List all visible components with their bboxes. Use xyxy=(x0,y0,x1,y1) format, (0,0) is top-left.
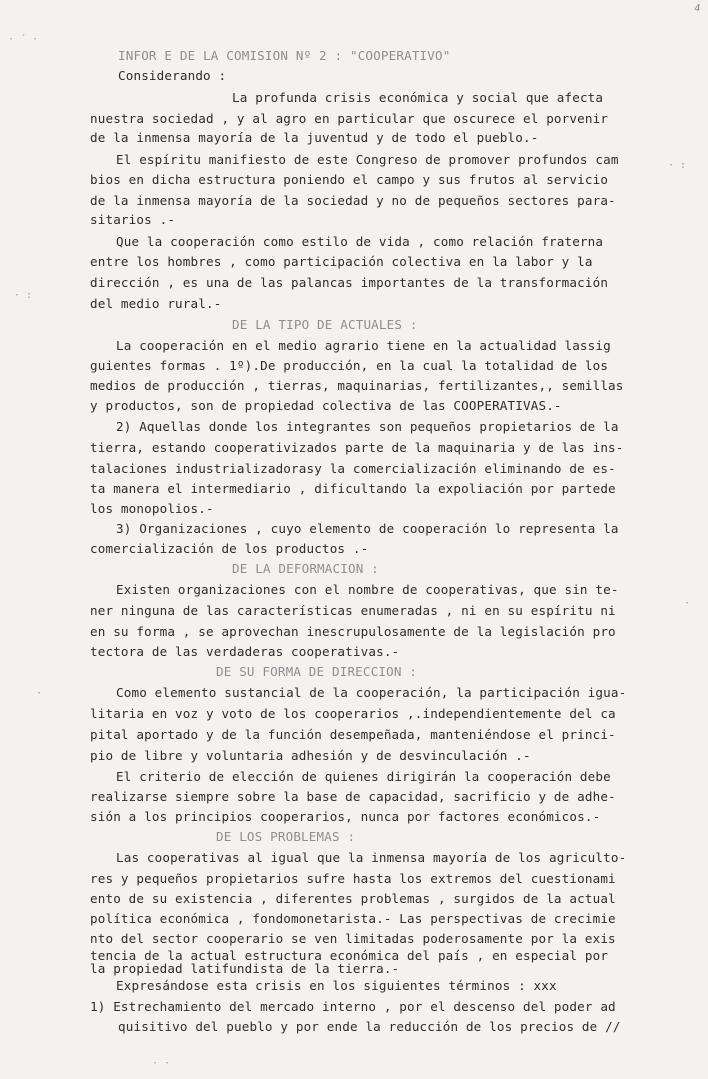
text-line: guientes formas . 1º).De producción, en la cual la totalidad de los xyxy=(90,358,609,373)
paper-speck: · xyxy=(36,688,43,699)
page-number: 4 xyxy=(694,2,700,14)
text-line: El espíritu manifiesto de este Congreso de promover profundos cam xyxy=(116,152,619,167)
text-line: dirección , es una de las palancas importantes de la transformación xyxy=(90,275,609,290)
text-line: Expresándose esta crisis en los siguientes términos : xxx xyxy=(116,978,557,993)
text-line: comercialización de los productos .- xyxy=(90,541,369,556)
text-line: de la inmensa mayoría de la juventud y de todo el pueblo.- xyxy=(90,130,539,145)
text-line: tencia de la actual estructura económica del país , en especial por xyxy=(90,948,609,963)
section-heading: DE LA DEFORMACION : xyxy=(232,561,379,576)
text-line: la propiedad latifundista de la tierra.- xyxy=(90,961,400,976)
text-line: tierra, estando cooperativizados parte de la maquinaria y de las ins- xyxy=(90,440,624,455)
section-heading: DE SU FORMA DE DIRECCION : xyxy=(216,664,418,679)
text-line: Como elemento sustancial de la cooperación, la participación igua- xyxy=(116,685,627,700)
text-line: pital aportado y de la función desempeñada, manteniéndose el princi- xyxy=(90,727,616,742)
text-line: Las cooperativas al igual que la inmensa mayoría de los agriculto- xyxy=(116,850,627,865)
text-line: Que la cooperación como estilo de vida , como relación fraterna xyxy=(116,234,604,249)
text-line: La profunda crisis económica y social que afecta xyxy=(232,90,604,105)
section-heading: DE LOS PROBLEMAS : xyxy=(216,829,356,844)
text-line: política económica , fondomonetarista.- Las perspectivas de crecimie xyxy=(90,911,616,926)
text-line: 3) Organizaciones , cuyo elemento de cooperación lo representa la xyxy=(116,521,619,536)
report-heading: INFOR E DE LA COMISION Nº 2 : "COOPERATIVO" xyxy=(118,48,451,63)
paper-speck: · · xyxy=(152,1058,171,1069)
text-line: los monopolios.- xyxy=(90,501,214,516)
paper-speck: · : xyxy=(14,290,33,301)
text-line: entre los hombres , como participación colectiva en la labor y la xyxy=(90,254,593,269)
text-line: medios de producción , tierras, maquinarias, fertilizantes,, semillas xyxy=(90,378,624,393)
text-line: realizarse siempre sobre la base de capacidad, sacrificio y de adhe- xyxy=(90,789,616,804)
paper-speck: · ´ · xyxy=(8,34,39,45)
text-line: Considerando : xyxy=(118,68,227,83)
text-line: res y pequeños propietarios sufre hasta los extremos del cuestionami xyxy=(90,871,616,886)
text-line: del medio rural.- xyxy=(90,296,222,311)
text-line: de la inmensa mayoría de la sociedad y no de pequeños sectores para- xyxy=(90,193,616,208)
text-line: talaciones industrializadorasy la comercialización eliminando de es- xyxy=(90,461,616,476)
text-line: El criterio de elección de quienes dirigirán la cooperación debe xyxy=(116,769,611,784)
text-line: quisitivo del pueblo y por ende la reducción de los precios de // xyxy=(118,1019,621,1034)
text-line: sión a los principios cooperarios, nunca por factores económicos.- xyxy=(90,809,601,824)
text-line: y productos, son de propiedad colectiva de las COOPERATIVAS.- xyxy=(90,398,562,413)
text-line: 1) Estrechamiento del mercado interno , por el descenso del poder ad xyxy=(90,999,616,1014)
text-line: ner ninguna de las características enumeradas , ni en su espíritu ni xyxy=(90,603,616,618)
text-line: nuestra sociedad , y al agro en particular que oscurece el porvenir xyxy=(90,111,609,126)
text-line: tectora de las verdaderas cooperativas.- xyxy=(90,644,400,659)
text-line: 2) Aquellas donde los integrantes son pequeños propietarios de la xyxy=(116,419,619,434)
text-line: en su forma , se aprovechan inescrupulosamente de la legislación pro xyxy=(90,624,616,639)
section-heading: DE LA TIPO DE ACTUALES : xyxy=(232,317,418,332)
text-line: pio de libre y voluntaria adhesión y de desvinculación .- xyxy=(90,748,531,763)
paper-speck: · xyxy=(684,598,691,609)
text-line: sitarios .- xyxy=(90,212,176,227)
text-line: bios en dicha estructura poniendo el campo y sus frutos al servicio xyxy=(90,172,609,187)
text-line: litaria en voz y voto de los cooperarios ,.independientemente del ca xyxy=(90,706,616,721)
text-line: ta manera el intermediario , dificultando la expoliación por partede xyxy=(90,481,616,496)
paper-speck: · : xyxy=(668,160,687,171)
text-line: La cooperación en el medio agrario tiene en la actualidad lassig xyxy=(116,338,611,353)
text-line: Existen organizaciones con el nombre de cooperativas, que sin te- xyxy=(116,582,619,597)
text-line: ento de su existencia , diferentes problemas , surgidos de la actual xyxy=(90,891,616,906)
text-line: nto del sector cooperario se ven limitadas poderosamente por la exis xyxy=(90,931,616,946)
